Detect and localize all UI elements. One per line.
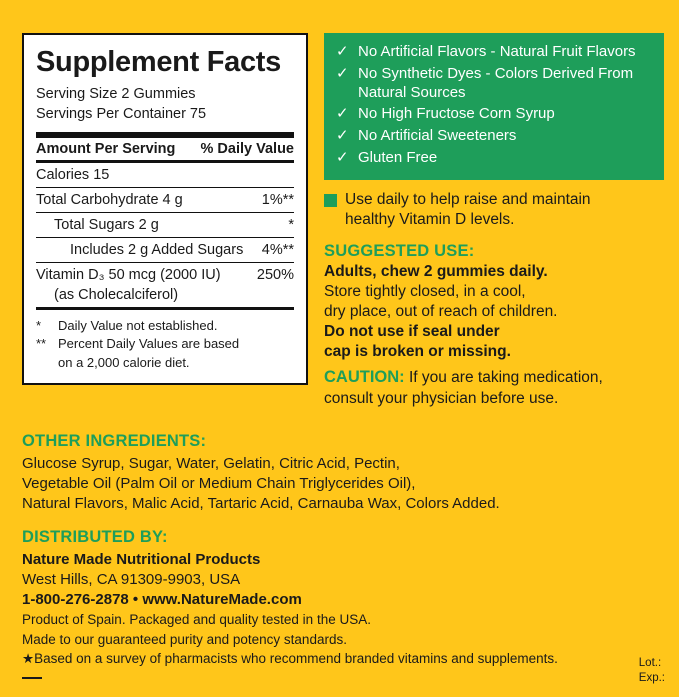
other-ingredients-line1: Glucose Syrup, Sugar, Water, Gelatin, Citric Acid, Pectin, (22, 455, 400, 472)
footnote-2-text-cont: on a 2,000 calorie diet. (58, 355, 190, 371)
suggested-use-heading: SUGGESTED USE: (324, 242, 475, 261)
caution-block (324, 367, 670, 408)
bottom-block (22, 432, 642, 610)
use-daily-text (345, 190, 591, 230)
footnotes (36, 310, 294, 374)
other-ingredients-line3: Natural Flavors, Malic Acid, Tartaric Acid, Carnauba Wax, Colors Added. (22, 494, 500, 512)
other-ingredients-heading: OTHER INGREDIENTS: (22, 432, 207, 450)
table-row (36, 263, 294, 287)
footnote-2 (36, 335, 294, 354)
row-value-total-sugars: * (288, 216, 294, 233)
check-icon: ✓ (336, 127, 349, 144)
footnote-2-text: Percent Daily Values are based (58, 336, 240, 352)
caution-heading: CAUTION: (324, 368, 405, 387)
claim-item (336, 43, 654, 62)
suggested-use-line2: Store tightly closed, in a cool, (324, 283, 526, 301)
table-header-row (36, 138, 294, 160)
supplement-facts-panel (22, 33, 308, 385)
row-value-added-sugars: 4%** (261, 241, 294, 258)
col-daily-value: % Daily Value (200, 140, 294, 157)
col-amount-per-serving: Amount Per Serving (36, 140, 176, 157)
distributor-company: Nature Made Nutritional Products (22, 550, 261, 568)
row-label-total-carbohydrate: Total Carbohydrate 4 g (36, 191, 183, 208)
claim-label: No High Fructose Corn Syrup (358, 105, 555, 123)
claim-label: No Artificial Sweeteners (358, 127, 517, 144)
fine-print-block (22, 610, 582, 669)
check-icon: ✓ (336, 43, 349, 60)
bottom-rule (22, 677, 42, 679)
distributor-contact[interactable]: 1-800-276-2878 • www.NatureMade.com (22, 590, 302, 608)
claim-item (336, 149, 654, 168)
exp-label: Exp.: (638, 671, 665, 684)
suggested-use-line5: cap is broken or missing. (324, 342, 511, 360)
caution-text-line2: consult your physician before use. (324, 389, 559, 407)
fine-print-line1: Product of Spain. Packaged and quality tested in the USA. (22, 612, 371, 627)
footnote-1-text: Daily Value not established. (58, 317, 218, 333)
check-icon: ✓ (336, 148, 349, 166)
serving-size: Serving Size 2 Gummies (36, 86, 196, 103)
suggested-use-line1: Adults, chew 2 gummies daily. (324, 263, 548, 281)
vitamin-d3-source: (as Cholecalciferol) (54, 286, 179, 303)
distributor-address: West Hills, CA 91309-9903, USA (22, 570, 241, 588)
lot-label: Lot.: (638, 657, 662, 670)
spacer (22, 514, 642, 528)
footnote-1-mark: * (36, 317, 42, 333)
claim-item (336, 105, 654, 124)
claim-item (336, 127, 654, 146)
claim-label: No Synthetic Dyes - Colors Derived From Natural Sources (358, 64, 634, 101)
footnote-1 (36, 317, 294, 336)
use-daily-block (324, 190, 670, 230)
row-label-vitamin-d3: Vitamin D₃ 50 mcg (2000 IU) (36, 266, 221, 283)
row-label-added-sugars: Includes 2 g Added Sugars (70, 241, 244, 258)
caution-text-line1: If you are taking medication, (404, 369, 603, 387)
right-column (324, 190, 670, 408)
lot-exp-block (639, 656, 665, 685)
distributed-by-heading: DISTRIBUTED BY: (22, 527, 168, 546)
suggested-use-line4: Do not use if seal under (324, 322, 500, 340)
fine-print-line3: ★Based on a survey of pharmacists who recommend branded vitamins and supplements. (22, 651, 558, 667)
claim-label: Gluten Free (358, 148, 438, 166)
suggested-use-line3: dry place, out of reach of children. (324, 302, 558, 320)
table-row (36, 188, 294, 212)
use-daily-line2: healthy Vitamin D levels. (345, 211, 515, 229)
claims-box (324, 33, 664, 180)
table-row (36, 238, 294, 262)
use-daily-line1: Use daily to help raise and maintain (345, 191, 591, 208)
footnote-2-mark: ** (36, 336, 47, 352)
other-ingredients-line2: Vegetable Oil (Palm Oil or Medium Chain Triglycerides Oil), (22, 474, 416, 492)
row-value-total-carbohydrate: 1%** (261, 191, 294, 208)
fine-print-line2: Made to our guaranteed purity and potency standards. (22, 631, 347, 647)
table-row (36, 213, 294, 237)
servings-per-container: Servings Per Container 75 (36, 106, 207, 122)
claim-label: No Artificial Flavors - Natural Fruit Flavors (358, 43, 636, 60)
check-icon: ✓ (336, 105, 349, 123)
row-label-calories: Calories 15 (36, 166, 110, 183)
supplement-facts-title: Supplement Facts (36, 46, 281, 78)
check-icon: ✓ (336, 64, 349, 82)
table-row (36, 163, 294, 187)
claim-item (336, 65, 654, 103)
row-value-vitamin-d3: 250% (256, 266, 294, 283)
bullet-square-icon (324, 194, 337, 207)
row-label-total-sugars: Total Sugars 2 g (54, 216, 159, 233)
